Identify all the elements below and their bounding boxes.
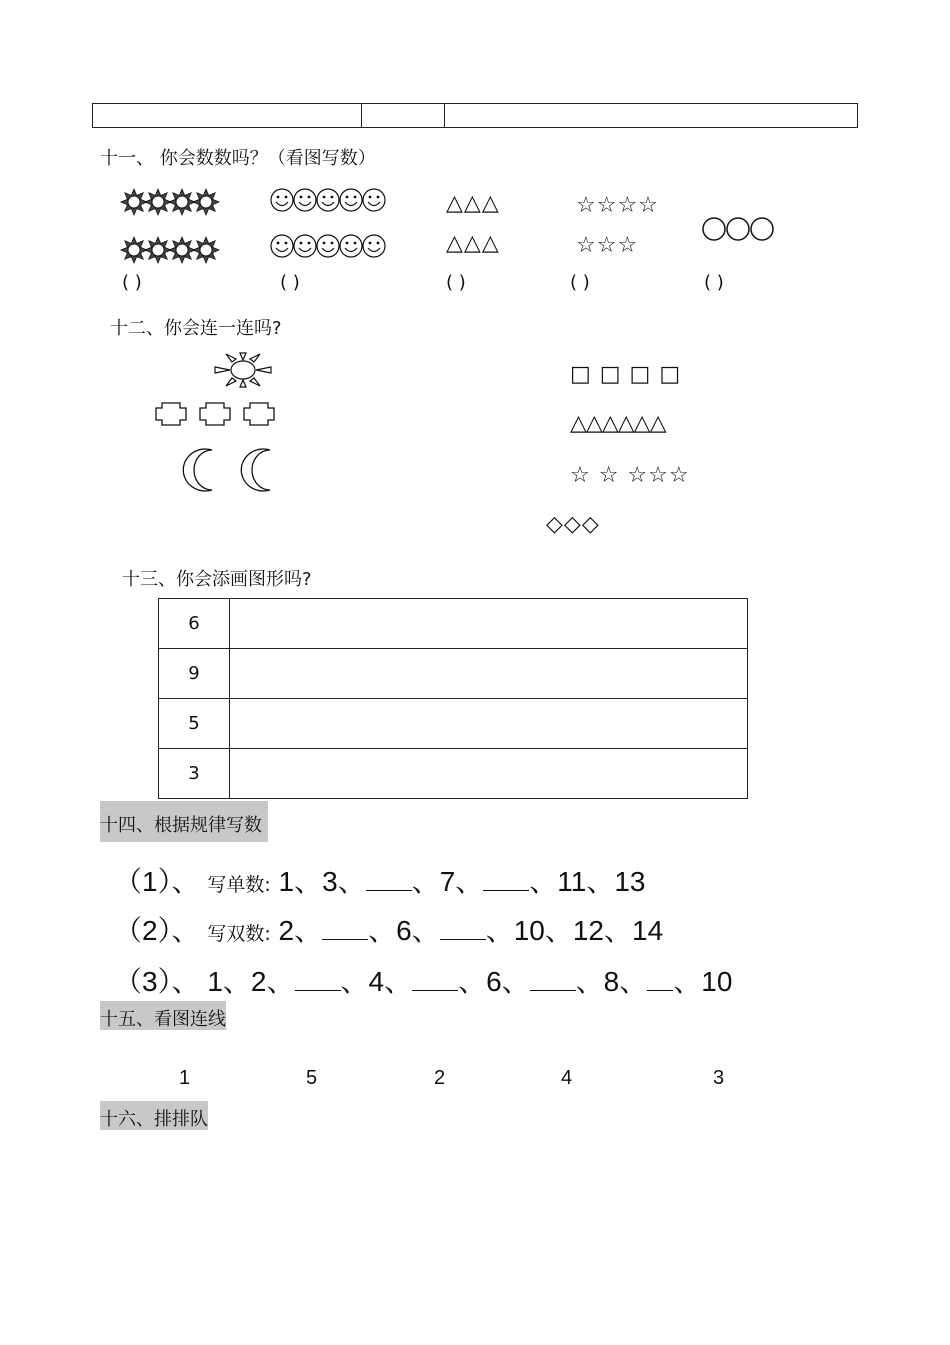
answer-paren[interactable]: ( ) bbox=[570, 272, 590, 293]
line-prefix: （2）、 bbox=[114, 915, 200, 946]
cross-block-icon bbox=[156, 403, 186, 425]
smiley-face-icon-group bbox=[270, 187, 390, 263]
sun-flower-icon bbox=[169, 189, 195, 215]
smiley-face-icon bbox=[294, 189, 316, 211]
crescent-moon-icon bbox=[241, 449, 270, 491]
sun-flower-icon bbox=[121, 237, 147, 263]
q16-title-text: 十六、排排队 bbox=[100, 1101, 208, 1130]
stars-row-1: ☆☆☆☆ bbox=[576, 193, 659, 218]
triangles-row-2: △△△ bbox=[446, 231, 500, 256]
sun-flower-icon bbox=[193, 237, 219, 263]
table-row bbox=[159, 599, 748, 649]
line-label: 写双数: bbox=[207, 923, 271, 945]
seq-part: 2、 bbox=[278, 915, 323, 946]
drawing-cell[interactable] bbox=[230, 749, 748, 799]
smiley-face-icon bbox=[294, 235, 316, 257]
connect-number: 5 bbox=[306, 1067, 318, 1089]
seq-part: 1、2、 bbox=[207, 966, 295, 997]
sun-flower-icon bbox=[145, 189, 171, 215]
cross-block-icon bbox=[244, 403, 274, 425]
answer-blank[interactable] bbox=[322, 917, 368, 940]
smiley-face-icon bbox=[340, 189, 362, 211]
seq-part: 、6、 bbox=[368, 915, 440, 946]
table-row bbox=[159, 649, 748, 699]
cross-block-icon bbox=[200, 403, 230, 425]
triangles-row-1: △△△ bbox=[446, 191, 500, 216]
answer-blank[interactable] bbox=[366, 868, 412, 891]
answer-blank[interactable] bbox=[440, 917, 486, 940]
line-label: 写单数: bbox=[207, 874, 271, 896]
smiley-face-icon bbox=[363, 235, 385, 257]
circle-icon bbox=[751, 218, 773, 240]
circle-icon-group bbox=[702, 216, 778, 242]
answer-paren[interactable]: ( ) bbox=[280, 272, 300, 293]
top-table-cell bbox=[93, 104, 362, 128]
smiley-face-icon bbox=[363, 189, 385, 211]
smiley-face-icon bbox=[271, 235, 293, 257]
row-number: 9 bbox=[159, 649, 230, 699]
sun-icon bbox=[212, 350, 274, 390]
seq-part: 、10、12、14 bbox=[485, 915, 664, 946]
row-number: 6 bbox=[159, 599, 230, 649]
sequence-line-1 bbox=[114, 860, 646, 900]
sun-flower-icon bbox=[145, 237, 171, 263]
answer-blank[interactable] bbox=[412, 968, 458, 991]
q12-title: 十二、你会连一连吗? bbox=[110, 318, 282, 339]
squares-row: □ □ □ □ bbox=[570, 362, 682, 387]
crescent-moon-icon-group bbox=[168, 448, 278, 492]
drawing-cell[interactable] bbox=[230, 599, 748, 649]
answer-blank[interactable] bbox=[530, 968, 576, 991]
seq-part: 、10 bbox=[673, 966, 733, 997]
diamonds-row: ◇◇◇ bbox=[546, 512, 600, 537]
circle-icon bbox=[727, 218, 749, 240]
sun-flower-icon bbox=[193, 189, 219, 215]
top-table-cell bbox=[362, 104, 445, 128]
answer-paren[interactable]: ( ) bbox=[446, 272, 466, 293]
q13-title: 十三、你会添画图形吗? bbox=[122, 569, 312, 590]
stars-row-2: ☆☆☆ bbox=[576, 233, 639, 258]
answer-blank[interactable] bbox=[295, 968, 341, 991]
connect-number: 1 bbox=[179, 1067, 191, 1089]
drawing-cell[interactable] bbox=[230, 699, 748, 749]
seq-part: 、8、 bbox=[575, 966, 648, 997]
answer-paren[interactable]: ( ) bbox=[122, 272, 142, 293]
seq-part: 、7、 bbox=[411, 866, 484, 897]
smiley-face-icon bbox=[317, 235, 339, 257]
sun-flower-icon bbox=[169, 237, 195, 263]
q14-title-text: 十四、根据规律写数 bbox=[100, 801, 268, 842]
q14-title bbox=[100, 802, 268, 838]
table-row bbox=[159, 749, 748, 799]
cross-block-icon-group bbox=[155, 401, 277, 429]
q11-title: 十一、 你会数数吗？（看图写数） bbox=[100, 148, 376, 169]
triangles-row: △△△△△△ bbox=[570, 411, 666, 436]
q15-title-text: 十五、看图连线 bbox=[100, 1001, 226, 1030]
connect-number: 2 bbox=[434, 1067, 446, 1089]
seq-part: 、11、13 bbox=[529, 866, 646, 897]
top-table-cell bbox=[445, 104, 858, 128]
table-row bbox=[159, 699, 748, 749]
smiley-face-icon bbox=[271, 189, 293, 211]
q15-title bbox=[100, 1002, 226, 1038]
sequence-line-3 bbox=[114, 960, 732, 1000]
seq-part: 1、3、 bbox=[278, 866, 366, 897]
seq-part: 、4、 bbox=[340, 966, 413, 997]
row-number: 5 bbox=[159, 699, 230, 749]
q16-title bbox=[100, 1102, 208, 1138]
top-table bbox=[92, 103, 858, 128]
sun-flower-icon bbox=[121, 189, 147, 215]
drawing-cell[interactable] bbox=[230, 649, 748, 699]
circle-icon bbox=[703, 218, 725, 240]
answer-blank[interactable] bbox=[647, 968, 673, 991]
crescent-moon-icon bbox=[183, 449, 212, 491]
answer-paren[interactable]: ( ) bbox=[704, 272, 724, 293]
sun-flower-icon-group bbox=[122, 184, 222, 268]
stars-row: ☆ ☆ ☆☆☆ bbox=[570, 463, 690, 488]
smiley-face-icon bbox=[340, 235, 362, 257]
connect-number: 4 bbox=[561, 1067, 573, 1089]
line-prefix: （3）、 bbox=[114, 966, 200, 997]
add-shapes-table bbox=[158, 598, 748, 799]
smiley-face-icon bbox=[317, 189, 339, 211]
seq-part: 、6、 bbox=[458, 966, 530, 997]
answer-blank[interactable] bbox=[483, 868, 529, 891]
sequence-line-2 bbox=[114, 909, 663, 949]
line-prefix: （1）、 bbox=[114, 866, 200, 897]
row-number: 3 bbox=[159, 749, 230, 799]
connect-number: 3 bbox=[713, 1067, 725, 1089]
